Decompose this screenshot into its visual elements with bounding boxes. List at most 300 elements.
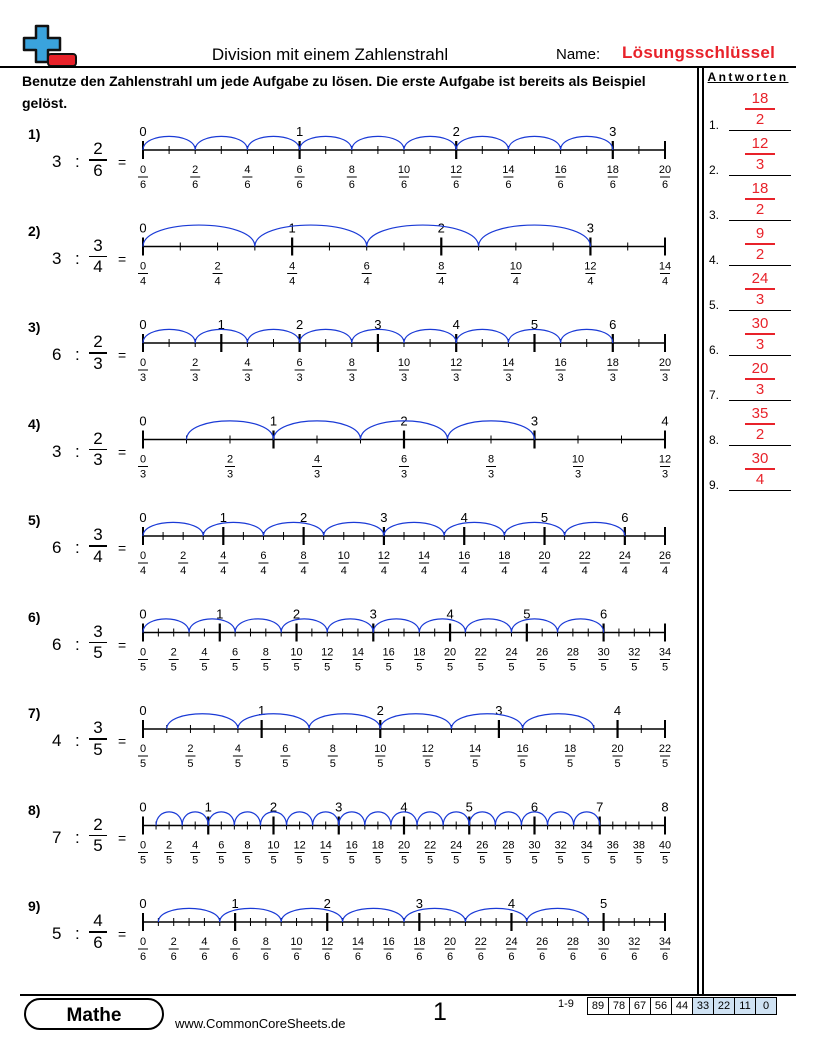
integer-label: 0 (139, 896, 147, 911)
tick-numerator: 24 (505, 936, 518, 948)
integer-label: 3 (495, 703, 503, 718)
problem-number: 3) (28, 319, 41, 335)
integer-label: 1 (288, 220, 296, 236)
problem-number: 4) (28, 415, 41, 432)
tick-numerator: 26 (476, 839, 489, 852)
tick-denominator: 4 (220, 565, 227, 577)
integer-label: 1 (295, 124, 304, 139)
tick-numerator: 18 (606, 164, 619, 176)
tick-numerator: 18 (413, 936, 426, 948)
answer-numerator: 20 (751, 360, 769, 377)
answer-number: 6. (709, 343, 720, 357)
tick-denominator: 5 (427, 854, 434, 867)
integer-label: 5 (540, 510, 549, 525)
tick-denominator: 5 (218, 854, 225, 867)
tick-numerator: 34 (658, 646, 672, 659)
integer-label: 0 (139, 703, 147, 718)
tick-numerator: 14 (502, 164, 515, 176)
tick-denominator: 6 (416, 951, 423, 963)
tick-denominator: 3 (192, 372, 199, 384)
jump-arc (384, 522, 444, 536)
tick-denominator: 5 (531, 854, 538, 867)
tick-numerator: 10 (290, 936, 303, 948)
tick-denominator: 6 (609, 179, 616, 191)
division-sign: : (75, 248, 80, 268)
tick-numerator: 0 (139, 646, 147, 659)
tick-numerator: 18 (498, 550, 511, 562)
problem-number: 7) (28, 705, 41, 721)
tick-denominator: 5 (377, 758, 384, 770)
integer-label: 2 (452, 124, 460, 139)
tick-denominator: 5 (139, 758, 147, 770)
score-cell: 11 (735, 998, 756, 1015)
tick-denominator: 5 (348, 854, 355, 867)
integer-label: 1 (204, 799, 212, 815)
division-sign: : (75, 152, 80, 171)
tick-denominator: 5 (479, 854, 486, 867)
tick-denominator: 5 (293, 661, 300, 674)
tick-denominator: 5 (139, 661, 147, 674)
tick-numerator: 14 (319, 839, 332, 852)
tick-numerator: 28 (566, 646, 580, 659)
tick-denominator: 3 (661, 372, 669, 384)
tick-denominator: 6 (539, 951, 546, 963)
tick-numerator: 22 (474, 646, 487, 659)
jump-arc (255, 225, 367, 246)
tick-numerator: 14 (351, 936, 365, 948)
tick-numerator: 10 (571, 453, 585, 466)
tick-denominator: 6 (170, 951, 177, 963)
tick-denominator: 6 (354, 951, 362, 963)
tick-numerator: 20 (658, 357, 672, 369)
answer-numerator: 12 (751, 135, 769, 152)
integer-label: 1 (258, 703, 266, 718)
integer-label: 0 (139, 220, 147, 236)
tick-denominator: 6 (557, 179, 564, 191)
tick-denominator: 5 (262, 661, 269, 674)
tick-denominator: 6 (600, 951, 607, 963)
tick-denominator: 3 (296, 372, 303, 384)
jump-arc (327, 619, 373, 633)
integer-label: 2 (376, 703, 384, 718)
tick-denominator: 4 (541, 565, 548, 577)
divisor-numerator: 2 (93, 332, 103, 351)
tick-denominator: 4 (661, 275, 669, 288)
jump-arc (380, 714, 451, 729)
tick-denominator: 6 (505, 179, 512, 191)
divisor-numerator: 3 (93, 718, 103, 737)
answer-numerator: 30 (751, 450, 769, 467)
tick-denominator: 6 (139, 951, 147, 963)
jump-arc (465, 619, 511, 633)
answer-denominator: 2 (755, 245, 765, 263)
answer-numerator: 18 (751, 180, 769, 197)
tick-denominator: 5 (416, 661, 423, 674)
tick-numerator: 8 (262, 936, 269, 948)
tick-denominator: 4 (501, 565, 508, 577)
tick-denominator: 5 (192, 854, 199, 867)
divisor-numerator: 2 (93, 139, 103, 158)
tick-denominator: 5 (631, 661, 638, 674)
tick-denominator: 6 (139, 179, 147, 191)
answer-number: 1. (709, 118, 720, 132)
integer-label: 3 (380, 510, 388, 525)
jump-arc (324, 522, 384, 536)
integer-label: 5 (599, 896, 608, 911)
integer-label: 0 (139, 799, 147, 815)
integer-label: 7 (596, 799, 604, 815)
divisor-denominator: 4 (93, 546, 103, 566)
jump-arc (309, 714, 380, 729)
tick-numerator: 12 (450, 357, 463, 369)
division-sign: : (75, 634, 80, 654)
tick-denominator: 6 (244, 179, 251, 191)
tick-numerator: 22 (474, 936, 487, 948)
jump-arc (511, 619, 557, 633)
tick-numerator: 34 (580, 839, 593, 852)
jump-arc (143, 619, 189, 633)
tick-denominator: 5 (609, 854, 616, 867)
tick-denominator: 5 (166, 854, 173, 867)
tick-numerator: 4 (234, 743, 241, 755)
page-number: 1 (433, 998, 447, 1026)
tick-numerator: 22 (578, 550, 591, 562)
tick-numerator: 8 (348, 164, 355, 176)
tick-denominator: 4 (260, 565, 267, 577)
tick-numerator: 24 (450, 839, 463, 852)
answer-denominator: 4 (755, 470, 765, 488)
jump-arc (281, 619, 327, 633)
tick-numerator: 4 (201, 646, 208, 659)
tick-numerator: 32 (628, 646, 641, 659)
tick-denominator: 5 (472, 758, 479, 770)
tick-numerator: 30 (597, 646, 610, 659)
divisor-denominator: 3 (93, 450, 103, 469)
problem-number: 1) (28, 126, 41, 142)
tick-numerator: 0 (139, 260, 147, 273)
tick-denominator: 5 (661, 661, 669, 674)
tick-numerator: 20 (443, 936, 457, 948)
tick-numerator: 14 (658, 260, 672, 273)
page-title: Division mit einem Zahlenstrahl (211, 45, 449, 64)
dividend: 6 (52, 345, 62, 364)
problem-number: 8) (28, 801, 41, 818)
tick-numerator: 28 (502, 839, 515, 852)
equals-sign: = (118, 733, 127, 749)
tick-numerator: 0 (139, 839, 147, 852)
integer-label: 1 (219, 510, 227, 525)
tick-numerator: 10 (267, 839, 280, 852)
answer-numerator: 30 (751, 315, 769, 332)
tick-denominator: 5 (661, 854, 669, 867)
tick-numerator: 12 (450, 164, 463, 176)
tick-denominator: 4 (512, 275, 519, 288)
integer-label: 3 (369, 606, 377, 622)
tick-denominator: 3 (139, 468, 147, 481)
score-cell: 89 (588, 998, 609, 1015)
jump-arc (504, 522, 564, 536)
jump-arc (167, 714, 238, 729)
integer-label: 2 (323, 896, 331, 911)
tick-denominator: 5 (583, 854, 590, 867)
tick-numerator: 2 (214, 260, 221, 273)
tick-numerator: 16 (554, 164, 567, 176)
tick-numerator: 2 (180, 550, 187, 562)
tick-numerator: 6 (232, 936, 239, 948)
tick-numerator: 0 (139, 936, 147, 948)
tick-denominator: 3 (609, 372, 616, 384)
tick-numerator: 4 (244, 164, 251, 176)
dividend: 6 (52, 538, 62, 557)
tick-numerator: 16 (554, 357, 567, 369)
tick-numerator: 40 (658, 839, 672, 852)
division-sign: : (75, 345, 80, 364)
tick-denominator: 6 (453, 179, 460, 191)
answer-denominator: 3 (755, 335, 765, 353)
integer-label: 2 (437, 220, 445, 236)
answer-numerator: 18 (751, 90, 769, 107)
tick-numerator: 20 (611, 743, 624, 755)
equals-sign: = (118, 250, 127, 267)
tick-denominator: 5 (661, 758, 669, 770)
tick-denominator: 3 (226, 468, 234, 481)
tick-denominator: 6 (201, 951, 208, 963)
integer-label: 3 (415, 896, 423, 911)
tick-denominator: 6 (348, 179, 355, 191)
integer-label: 2 (269, 799, 278, 815)
jump-arc (189, 619, 235, 633)
tick-numerator: 26 (536, 646, 549, 659)
tick-denominator: 5 (329, 758, 336, 770)
footer-url: www.CommonCoreSheets.de (175, 1016, 346, 1031)
tick-numerator: 14 (351, 646, 365, 659)
tick-denominator: 6 (293, 951, 300, 963)
integer-label: 6 (621, 510, 629, 525)
divisor-denominator: 5 (93, 836, 103, 855)
tick-numerator: 10 (290, 646, 303, 659)
tick-numerator: 20 (443, 646, 457, 659)
integer-label: 4 (661, 413, 669, 429)
integer-label: 0 (139, 317, 147, 332)
tick-denominator: 3 (244, 372, 251, 384)
divisor-numerator: 4 (93, 911, 103, 930)
tick-denominator: 4 (300, 565, 307, 577)
tick-numerator: 38 (632, 839, 646, 852)
tick-denominator: 5 (270, 854, 277, 867)
tick-denominator: 5 (567, 758, 574, 770)
tick-denominator: 5 (374, 854, 381, 867)
answer-numerator: 35 (751, 405, 769, 422)
score-cell: 33 (693, 998, 714, 1015)
footer-divider (20, 994, 796, 996)
tick-numerator: 2 (187, 743, 194, 755)
integer-label: 2 (400, 413, 408, 429)
tick-denominator: 3 (487, 468, 495, 481)
tick-numerator: 16 (382, 646, 395, 659)
tick-numerator: 12 (321, 936, 334, 948)
tick-denominator: 4 (421, 565, 428, 577)
tick-denominator: 4 (461, 565, 468, 577)
tick-numerator: 32 (628, 936, 641, 948)
tick-denominator: 6 (385, 951, 392, 963)
tick-numerator: 16 (382, 936, 395, 948)
answer-number: 5. (709, 298, 720, 312)
tick-denominator: 5 (539, 661, 546, 674)
tick-numerator: 8 (438, 260, 445, 273)
answer-denominator: 2 (755, 425, 765, 443)
equals-sign: = (118, 636, 127, 653)
tick-denominator: 4 (621, 565, 628, 577)
tick-numerator: 2 (226, 453, 234, 466)
tick-numerator: 6 (260, 550, 267, 562)
tick-denominator: 6 (661, 179, 669, 191)
tick-denominator: 5 (508, 661, 515, 674)
jump-arc (373, 619, 419, 633)
tick-denominator: 3 (313, 468, 321, 481)
tick-numerator: 4 (244, 357, 251, 369)
jump-arc (143, 522, 203, 536)
integer-label: 5 (530, 317, 539, 332)
score-cell: 22 (714, 998, 735, 1015)
tick-denominator: 5 (557, 854, 564, 867)
score-cell: 78 (609, 998, 630, 1015)
score-table (587, 997, 777, 1015)
answer-key-title: Lösungsschlüssel (622, 43, 776, 62)
tick-denominator: 4 (363, 275, 370, 288)
integer-label: 5 (523, 606, 531, 622)
tick-numerator: 8 (300, 550, 307, 562)
divisor-numerator: 3 (93, 235, 103, 255)
tick-numerator: 12 (421, 743, 434, 755)
dividend: 5 (52, 924, 62, 943)
tick-numerator: 10 (374, 743, 387, 755)
tick-numerator: 8 (487, 453, 495, 466)
integer-label: 0 (139, 606, 147, 622)
tick-denominator: 5 (600, 661, 607, 674)
jump-arc (451, 714, 522, 729)
tick-numerator: 14 (502, 357, 515, 369)
tick-numerator: 2 (170, 646, 177, 659)
jump-arc (444, 522, 504, 536)
tick-denominator: 6 (508, 951, 515, 963)
jump-arc (238, 714, 309, 729)
division-sign: : (75, 731, 80, 750)
jump-arc (419, 619, 465, 633)
integer-label: 4 (446, 606, 454, 622)
tick-numerator: 18 (371, 839, 385, 852)
name-label: Name: (556, 46, 601, 63)
tick-denominator: 3 (505, 372, 512, 384)
tick-numerator: 22 (423, 839, 437, 852)
tick-numerator: 24 (505, 646, 518, 659)
division-sign: : (75, 827, 80, 847)
integer-label: 1 (217, 317, 225, 332)
tick-numerator: 4 (192, 839, 199, 852)
tick-numerator: 6 (363, 260, 370, 273)
integer-label: 0 (139, 124, 147, 139)
answer-number: 2. (709, 163, 720, 177)
tick-numerator: 4 (289, 260, 296, 273)
tick-denominator: 5 (569, 661, 576, 674)
tick-denominator: 4 (214, 275, 221, 288)
dividend: 4 (52, 731, 62, 750)
tick-denominator: 4 (180, 565, 187, 577)
equals-sign: = (118, 829, 127, 846)
score-cell: 44 (672, 998, 693, 1015)
jump-arc (143, 225, 255, 246)
tick-denominator: 3 (453, 372, 460, 384)
tick-numerator: 26 (658, 550, 672, 562)
tick-denominator: 4 (380, 565, 387, 577)
tick-denominator: 5 (453, 854, 460, 867)
tick-denominator: 4 (139, 565, 147, 577)
tick-denominator: 4 (587, 275, 594, 288)
tick-denominator: 5 (282, 758, 289, 770)
tick-denominator: 5 (385, 661, 392, 674)
tick-numerator: 34 (658, 936, 672, 948)
divisor-denominator: 5 (93, 643, 103, 662)
problem-number: 9) (28, 898, 41, 914)
tick-denominator: 6 (477, 951, 484, 963)
divisor-numerator: 3 (93, 525, 103, 544)
integer-label: 2 (292, 606, 301, 622)
jump-arc (558, 619, 604, 633)
tick-numerator: 22 (658, 743, 672, 755)
answer-number: 8. (709, 433, 720, 447)
tick-denominator: 5 (322, 854, 329, 867)
tick-numerator: 0 (139, 453, 147, 466)
equals-sign: = (118, 926, 127, 942)
tick-numerator: 30 (528, 839, 541, 852)
tick-numerator: 6 (282, 743, 289, 755)
equals-sign: = (118, 540, 127, 556)
tick-numerator: 26 (536, 936, 549, 948)
tick-numerator: 20 (397, 839, 411, 852)
tick-numerator: 2 (192, 357, 199, 369)
tick-denominator: 4 (139, 275, 147, 288)
jump-arc (367, 225, 479, 246)
tick-denominator: 3 (348, 372, 355, 384)
integer-label: 6 (599, 606, 608, 622)
tick-numerator: 16 (345, 839, 358, 852)
answer-denominator: 2 (755, 200, 765, 218)
tick-denominator: 5 (232, 661, 239, 674)
tick-denominator: 5 (505, 854, 512, 867)
score-cell: 67 (630, 998, 651, 1015)
tick-numerator: 4 (201, 936, 208, 948)
division-sign: : (75, 441, 80, 461)
tick-denominator: 5 (400, 854, 408, 867)
tick-numerator: 10 (337, 550, 350, 562)
tick-denominator: 5 (477, 661, 484, 674)
tick-denominator: 5 (635, 854, 642, 867)
divisor-denominator: 6 (93, 932, 103, 952)
integer-label: 0 (139, 413, 147, 429)
answer-number: 7. (709, 388, 720, 402)
tick-numerator: 28 (566, 936, 580, 948)
tick-numerator: 2 (166, 839, 173, 852)
problem-number: 6) (28, 608, 41, 625)
jump-arc (203, 522, 263, 536)
tick-denominator: 5 (139, 854, 147, 867)
integer-label: 3 (335, 799, 343, 815)
tick-denominator: 5 (187, 758, 194, 770)
tick-denominator: 5 (446, 661, 454, 674)
integer-label: 5 (465, 799, 473, 815)
tick-numerator: 0 (139, 743, 147, 755)
tick-denominator: 3 (574, 468, 582, 481)
tick-numerator: 12 (377, 550, 391, 562)
